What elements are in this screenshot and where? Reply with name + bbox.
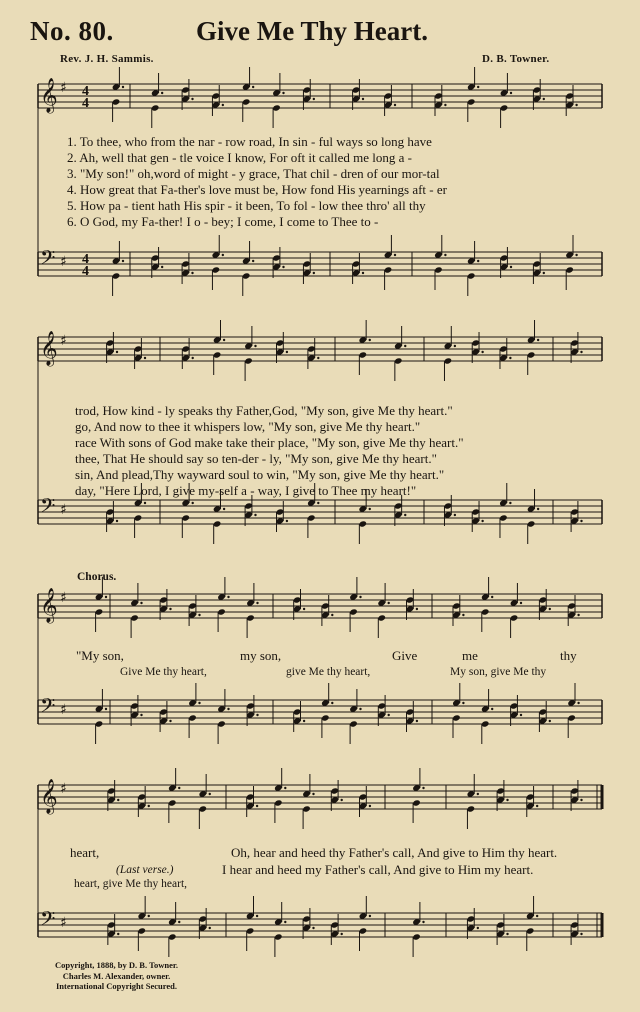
dot: [256, 915, 258, 917]
dot: [256, 805, 258, 807]
verse-line-4: 4. How great that Fa-ther's love must be, How fond His yearnings aft - er: [67, 182, 447, 197]
last-verse-text: I hear and heed my Father's call, And give to Him my heart.: [222, 862, 534, 877]
dot: [422, 921, 424, 923]
dot: [575, 254, 577, 256]
dot: [222, 254, 224, 256]
dot: [313, 98, 315, 100]
dot: [254, 345, 256, 347]
dot: [144, 357, 146, 359]
chorus-bass-word: Give Me thy heart,: [120, 666, 207, 678]
dot: [509, 502, 511, 504]
dot: [477, 793, 479, 795]
chorus-treble-word: thy: [560, 648, 577, 663]
dot: [510, 266, 512, 268]
system1-verse-block: [67, 134, 447, 230]
time-signature: 4: [82, 264, 89, 279]
last-verse-label: (Last verse.): [116, 864, 174, 876]
dot: [510, 92, 512, 94]
chorus-treble-word: me: [462, 648, 478, 663]
dot: [192, 502, 194, 504]
dot: [520, 714, 522, 716]
dot: [369, 508, 371, 510]
sharp-icon: ♯: [60, 590, 67, 606]
dot: [116, 520, 118, 522]
dot: [254, 514, 256, 516]
dot: [331, 614, 333, 616]
copyright-line: Charles M. Alexander, owner.: [62, 970, 171, 981]
treble-clef-icon: 𝄞: [40, 331, 58, 366]
dot: [481, 351, 483, 353]
bass-clef-icon: 𝄢: [40, 494, 56, 522]
verse-line-5: sin, And plead,Thy wayward soul to win, "My son, give Me thy heart.": [75, 467, 445, 482]
hymn-title: Give Me Thy Heart.: [196, 16, 428, 46]
dot: [506, 799, 508, 801]
dot: [252, 260, 254, 262]
dot: [252, 86, 254, 88]
dot: [144, 502, 146, 504]
dot: [191, 98, 193, 100]
bass-clef-icon: 𝄢: [40, 246, 56, 274]
verse-line-6: 6. O God, my Fa-ther! I o - bey; I come, I come to Thee to -: [67, 214, 379, 229]
verse-line-1: trod, How kind - ly speaks thy Father,God, "My son, give Me thy heart.": [75, 403, 453, 418]
chorus-label: Chorus.: [77, 571, 117, 583]
dot: [105, 596, 107, 598]
dot: [462, 614, 464, 616]
time-signature: 4: [82, 84, 89, 99]
dot: [369, 915, 371, 917]
dot: [404, 345, 406, 347]
dot: [140, 602, 142, 604]
verse-line-2: go, And now to thee it whispers low, "My son, give Me thy heart.": [75, 419, 421, 434]
dot: [388, 714, 390, 716]
dot: [169, 720, 171, 722]
chorus-treble-word: Give: [392, 648, 418, 663]
dot: [394, 104, 396, 106]
dot: [369, 339, 371, 341]
chorus-treble-word: "My son,: [76, 648, 124, 663]
dot: [256, 714, 258, 716]
dot: [198, 614, 200, 616]
sharp-icon: ♯: [60, 254, 67, 270]
dot: [362, 272, 364, 274]
verse-line-2: 2. Ah, well that gen - tle voice I know, For oft it called me long a -: [67, 150, 413, 165]
dot: [209, 793, 211, 795]
dot: [444, 254, 446, 256]
sharp-icon: ♯: [60, 781, 67, 797]
dot: [509, 357, 511, 359]
copyright-line: International Copyright Secured.: [55, 981, 177, 991]
dot: [477, 927, 479, 929]
chorus-treble-word: my son,: [240, 648, 282, 663]
dot: [359, 708, 361, 710]
verse-line-1: 1. To thee, who from the nar - row road, In sin - ful ways so long have: [67, 134, 432, 149]
dot: [577, 702, 579, 704]
dot: [117, 799, 119, 801]
dot: [317, 502, 319, 504]
dot: [481, 520, 483, 522]
treble-clef-icon: 𝄞: [40, 779, 58, 814]
dot: [223, 339, 225, 341]
dot: [394, 254, 396, 256]
dot: [416, 608, 418, 610]
dot: [198, 702, 200, 704]
dot: [416, 720, 418, 722]
dot: [341, 933, 343, 935]
dot: [122, 86, 124, 88]
verse-line-5: 5. How pa - tient hath His spir - it been, To fol - low thee thro' all thy: [67, 198, 426, 213]
dot: [227, 596, 229, 598]
dot: [105, 708, 107, 710]
dot: [388, 602, 390, 604]
dot: [491, 596, 493, 598]
dot: [477, 86, 479, 88]
system4-treble-rest: Oh, hear and heed thy Father's call, And give to Him thy heart.: [231, 845, 558, 860]
dot: [341, 799, 343, 801]
author-credit: Rev. J. H. Sammis.: [60, 53, 154, 65]
dot: [222, 104, 224, 106]
dot: [169, 608, 171, 610]
dot: [178, 787, 180, 789]
verse-line-6: day, "Here Lord, I give my-self a - way, I give to Thee my heart!": [75, 483, 417, 498]
sharp-icon: ♯: [60, 333, 67, 349]
dot: [284, 787, 286, 789]
copyright-notice: [55, 960, 178, 992]
dot: [331, 702, 333, 704]
dot: [209, 927, 211, 929]
dot: [422, 787, 424, 789]
bass-clef-icon: 𝄢: [40, 694, 56, 722]
dot: [312, 793, 314, 795]
dot: [161, 266, 163, 268]
dot: [580, 520, 582, 522]
dot: [369, 805, 371, 807]
sharp-icon: ♯: [60, 80, 67, 96]
dot: [537, 339, 539, 341]
sharp-icon: ♯: [60, 915, 67, 931]
dot: [462, 702, 464, 704]
dot: [192, 357, 194, 359]
dot: [549, 608, 551, 610]
dot: [580, 933, 582, 935]
dot: [148, 915, 150, 917]
dot: [575, 104, 577, 106]
dot: [161, 92, 163, 94]
dot: [454, 345, 456, 347]
dot: [286, 351, 288, 353]
verse-line-3: race With sons of God make take their place, "My son, give Me thy heart.": [75, 435, 464, 450]
dot: [543, 272, 545, 274]
dot: [303, 720, 305, 722]
verse-line-3: 3. "My son!" oh,word of might - y grace, That chil - dren of our mor-tal: [67, 166, 440, 181]
dot: [536, 805, 538, 807]
treble-clef-icon: 𝄞: [40, 78, 58, 113]
dot: [444, 104, 446, 106]
treble-clef-icon: 𝄞: [40, 588, 58, 623]
dot: [312, 927, 314, 929]
dot: [359, 596, 361, 598]
dot: [491, 708, 493, 710]
hymn-number: No. 80.: [30, 16, 114, 46]
dot: [148, 805, 150, 807]
chorus-bass-word: give Me thy heart,: [286, 666, 371, 678]
composer-credit: D. B. Towner.: [482, 53, 550, 65]
copyright-line: Copyright, 1888, by D. B. Towner.: [55, 960, 178, 970]
dot: [117, 933, 119, 935]
dot: [536, 915, 538, 917]
dot: [404, 514, 406, 516]
dot: [477, 260, 479, 262]
dot: [454, 514, 456, 516]
dot: [549, 720, 551, 722]
dot: [178, 921, 180, 923]
dot: [122, 260, 124, 262]
chorus-bass-word: My son, give Me thy: [450, 666, 547, 678]
dot: [362, 98, 364, 100]
sharp-icon: ♯: [60, 502, 67, 518]
dot: [580, 351, 582, 353]
dot: [317, 357, 319, 359]
dot: [580, 799, 582, 801]
dot: [282, 92, 284, 94]
dot: [313, 272, 315, 274]
system4-treble-first: heart,: [70, 845, 100, 860]
dot: [256, 602, 258, 604]
verse-line-4: thee, That He should say so ten-der - ly, "My son, give Me thy heart.": [75, 451, 437, 466]
dot: [537, 508, 539, 510]
dot: [140, 714, 142, 716]
dot: [191, 272, 193, 274]
dot: [282, 266, 284, 268]
dot: [520, 602, 522, 604]
sharp-icon: ♯: [60, 702, 67, 718]
system2-verse-block: [75, 403, 464, 499]
bass-clef-icon: 𝄢: [40, 907, 56, 935]
dot: [227, 708, 229, 710]
dot: [543, 98, 545, 100]
dot: [116, 351, 118, 353]
dot: [284, 921, 286, 923]
time-signature: 4: [82, 96, 89, 111]
dot: [577, 614, 579, 616]
time-signature: 4: [82, 252, 89, 267]
dot: [303, 608, 305, 610]
dot: [223, 508, 225, 510]
system4-bass-words: heart, give Me thy heart,: [74, 878, 188, 890]
dot: [506, 933, 508, 935]
dot: [286, 520, 288, 522]
